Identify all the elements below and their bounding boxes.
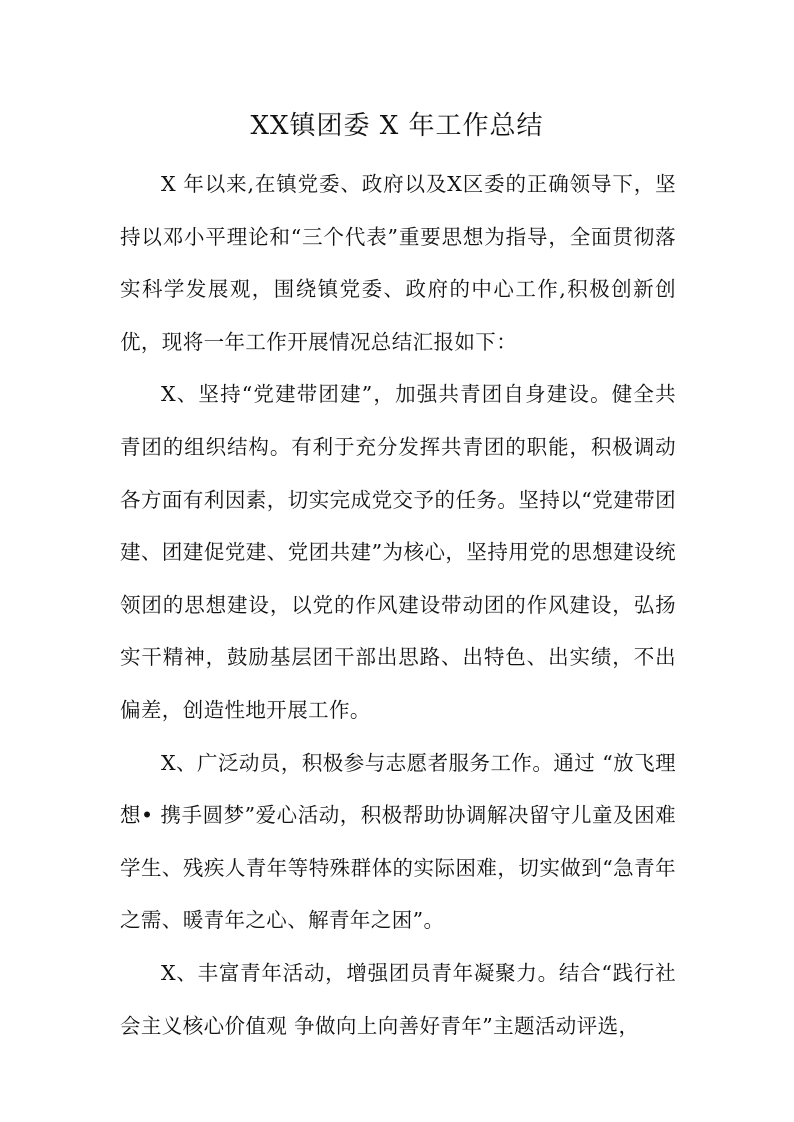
paragraph-intro: X 年以来,在镇党委、政府以及X区委的正确领导下，坚持以邓小平理论和“三个代表”重要思想为指导，全面贯彻落实科学发展观，围绕镇党委、政府的中心工作,积极创新创优，现将一年工作开展情况总结汇报如下： <box>120 172 676 354</box>
paragraph-volunteer-service: X、广泛动员，积极参与志愿者服务工作。通过 “放飞理想• 携手圆梦”爱心活动，积极帮助协调解决留守儿童及困难学生、残疾人青年等特殊群体的实际困难，切实做到“急青年之需、暖青年之心、解青年之困”。 <box>120 750 676 933</box>
paragraph-party-building: X、坚持“党建带团建”，加强共青团自身建设。健全共青团的组织结构。有利于充分发挥共青团的职能，积极调动各方面有利因素，切实完成党交予的任务。坚持以“党建带团建、团建促党建、党团共建”为核心，坚持用党的思想建设统领团的思想建设，以党的作风建设带动团的作风建设，弘扬实干精神，鼓励基层团干部出思路、出特色、出实绩，不出偏差，创造性地开展工作。 <box>120 382 676 722</box>
document-body <box>120 158 676 1052</box>
paragraph-youth-activities: X、丰富青年活动，增强团员青年凝聚力。结合“践行社会主义核心价值观 争做向上向善好青年”主题活动评选， <box>120 960 676 1038</box>
document-title: XX镇团委 X 年工作总结 <box>250 111 544 141</box>
